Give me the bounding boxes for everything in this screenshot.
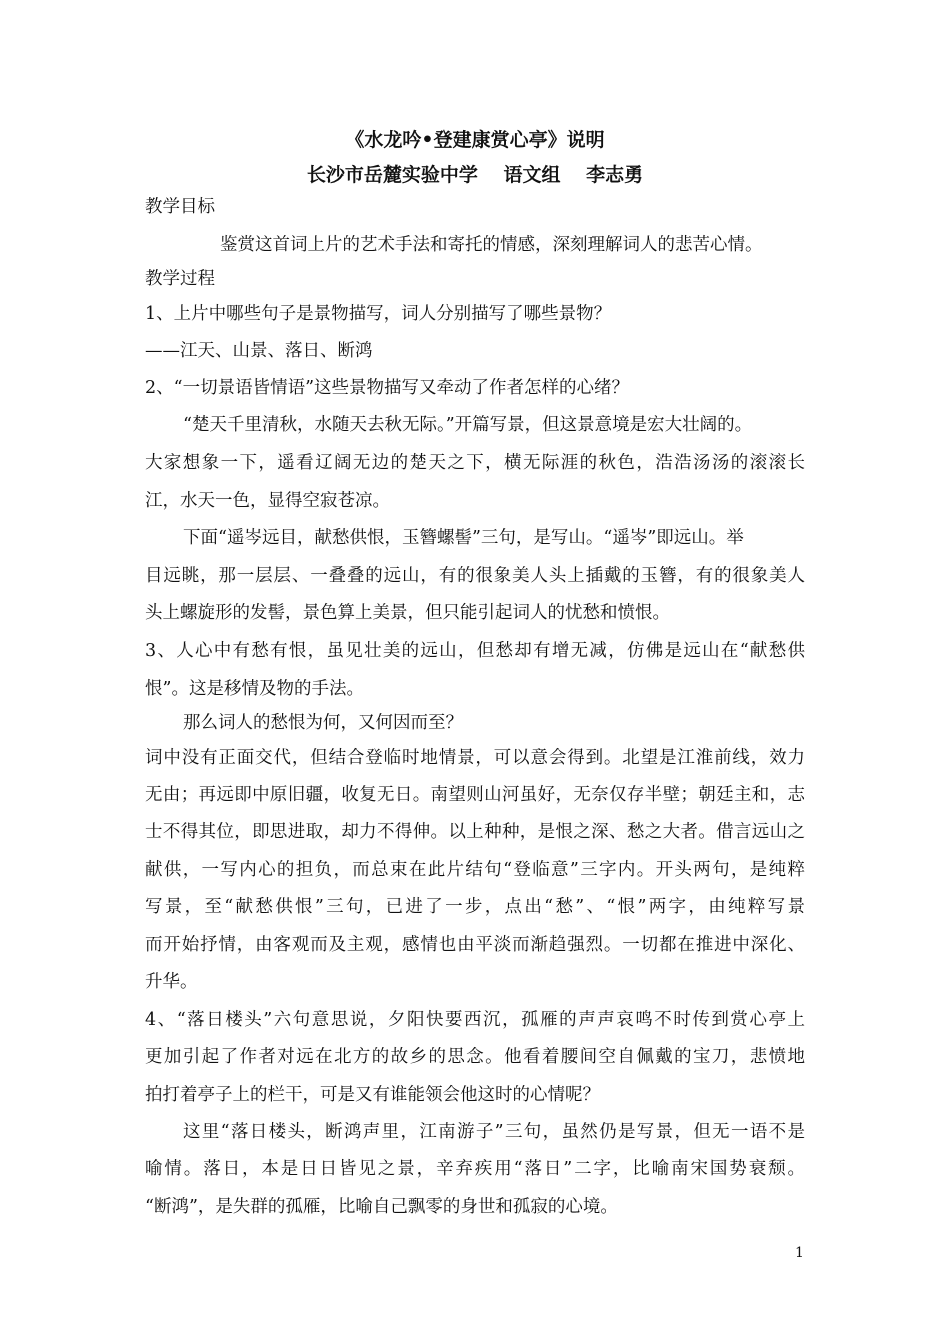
paragraph-line: 更加引起了作者对远在北方的故乡的思念。他看着腰间空自佩戴的宝刀，悲愤地 <box>145 1047 805 1067</box>
section-heading-objectives: 教学目标 <box>145 197 215 217</box>
author-line: 长沙市岳麓实验中学 语文组 李志勇 <box>306 164 644 186</box>
paragraph-line: 大家想象一下，遥看辽阔无边的楚天之下，横无际涯的秋色，浩浩汤汤的滚滚长 <box>145 453 805 473</box>
paragraph-line: 恨”。这是移情及物的手法。 <box>145 679 364 699</box>
question-1: 1、上片中哪些句子是景物描写，词人分别描写了哪些景物？ <box>145 304 612 324</box>
paragraph-line: “楚天千里清秋，水随天去秋无际。”开篇写景，但这景意境是宏大壮阔的。 <box>183 415 753 435</box>
document-title: 《水龙吟•登建康赏心亭》说明 <box>345 129 605 151</box>
paragraph-line: “断鸿”，是失群的孤雁，比喻自己飘零的身世和孤寂的心境。 <box>145 1197 618 1217</box>
paragraph-line: 拍打着亭子上的栏干，可是又有谁能领会他这时的心情呢？ <box>145 1085 600 1105</box>
question-4: 4、“落日楼头”六句意思说，夕阳快要西沉，孤雁的声声哀鸣不时传到赏心亭上 <box>145 1010 805 1030</box>
paragraph-line: 而开始抒情，由客观而及主观，感情也由平淡而渐趋强烈。一切都在推进中深化、 <box>145 935 805 955</box>
objective-text: 鉴赏这首词上片的艺术手法和寄托的情感，深刻理解词人的悲苦心情。 <box>220 235 763 255</box>
paragraph-line: 头上螺旋形的发髻，景色算上美景，但只能引起词人的忧愁和愤恨。 <box>145 603 670 623</box>
paragraph-line: 词中没有正面交代，但结合登临时地情景，可以意会得到。北望是江淮前线，效力 <box>145 748 805 768</box>
paragraph-line: 无由；再远即中原旧疆，收复无日。南望则山河虽好，无奈仅存半壁；朝廷主和，志 <box>145 785 805 805</box>
question-3: 3、人心中有愁有恨，虽见壮美的远山，但愁却有增无减，仿佛是远山在“献愁供 <box>145 641 805 661</box>
paragraph-line: 献供，一写内心的担负，而总束在此片结句“登临意”三字内。开头两句，是纯粹 <box>145 860 805 880</box>
paragraph-line: 下面“遥岑远目，献愁供恨，玉簪螺髻”三句，是写山。“遥岑”即远山。举 <box>183 528 744 548</box>
paragraph-line: 目远眺，那一层层、一叠叠的远山，有的很象美人头上插戴的玉簪，有的很象美人 <box>145 566 805 586</box>
answer-1: ——江天、山景、落日、断鸿 <box>145 341 373 361</box>
paragraph-line: 喻情。落日，本是日日皆见之景，辛弃疾用“落日”二字，比喻南宋国势衰颓。 <box>145 1159 805 1179</box>
paragraph-line: 写景，至“献愁供恨”三句，已进了一步，点出“愁”、“恨”两字，由纯粹写景 <box>145 897 805 917</box>
paragraph-line: 那么词人的愁恨为何，又何因而至？ <box>183 713 463 733</box>
page-number: 1 <box>795 1245 804 1261</box>
paragraph-line: 江，水天一色，显得空寂苍凉。 <box>145 491 390 511</box>
paragraph-line: 升华。 <box>145 972 198 992</box>
paragraph-line: 这里“落日楼头，断鸿声里，江南游子”三句，虽然仍是写景，但无一语不是 <box>183 1122 805 1142</box>
paragraph-line: 士不得其位，即思进取，却力不得伸。以上种种，是恨之深、愁之大者。借言远山之 <box>145 822 805 842</box>
question-2: 2、“一切景语皆情语”这些景物描写又牵动了作者怎样的心绪？ <box>145 378 630 398</box>
section-heading-process: 教学过程 <box>145 269 215 289</box>
